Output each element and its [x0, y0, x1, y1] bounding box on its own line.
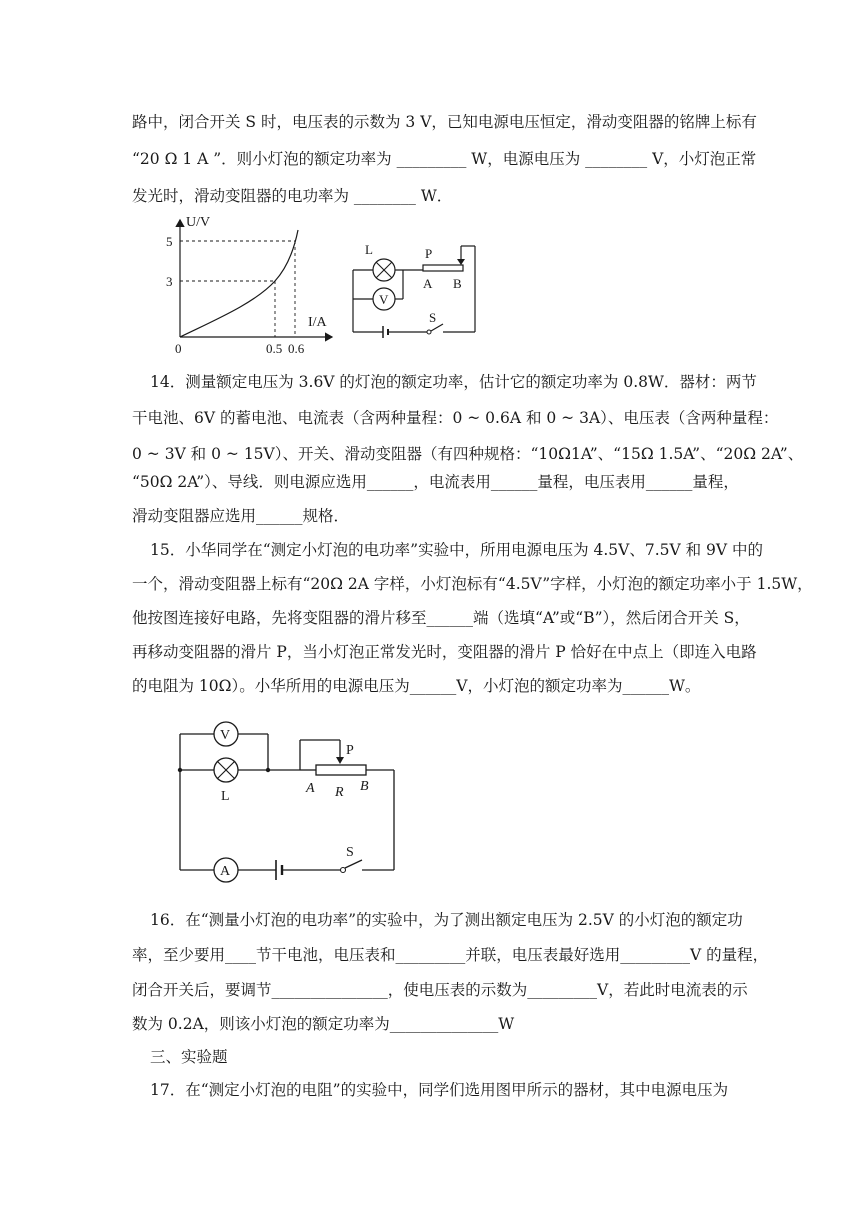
circuit1-lamp-label: L — [365, 242, 373, 257]
q14-line-4: “50Ω 2A”）、导线．则电源应选用______，电流表用______量程，电压表用______量程， — [132, 473, 739, 491]
q13-line-2: “20 Ω 1 A ”．则小灯泡的额定功率为 _________ W，电源电压为 ________ V，小灯泡正常 — [132, 150, 757, 168]
q17-line-1: 17．在“测定小灯泡的电阻”的实验中，同学们选用图甲所示的器材，其中电源电压为 — [150, 1081, 729, 1099]
circuit2-voltmeter-label: V — [220, 728, 231, 743]
circuit2-slider-label: P — [346, 743, 354, 758]
circuit1-slider-label: P — [425, 246, 433, 261]
q13-circuit-diagram — [345, 238, 485, 338]
graph-y-tick-5: 5 — [166, 234, 173, 249]
circuit2-end-a-label: A — [306, 781, 315, 796]
q15-line-1: 15．小华同学在“测定小灯泡的电功率”实验中，所用电源电压为 4.5V、7.5V 和 9V 中的 — [150, 541, 764, 559]
q15-line-3: 他按图连接好电路，先将变阻器的滑片移至______端（选填“A”或“B”），然后闭合开关 S， — [132, 609, 750, 627]
graph-y-axis-label: U/V — [186, 215, 211, 230]
q16-line-1: 16．在“测量小灯泡的电功率”的实验中，为了测出额定电压为 2.5V 的小灯泡的额定功 — [150, 911, 743, 929]
graph-x-tick-0-6: 0.6 — [288, 341, 305, 356]
circuit2-resistor-label: R — [335, 785, 344, 800]
q14-line-1: 14．测量额定电压为 3.6V 的灯泡的额定功率，估计它的额定功率为 0.8W．器材：两节 — [150, 373, 757, 391]
q13-line-1: 路中，闭合开关 S 时，电压表的示数为 3 V，已知电源电压恒定，滑动变阻器的铭牌上标有 — [132, 113, 757, 131]
q15-line-5: 的电阻为 10Ω）。小华所用的电源电压为______V，小灯泡的额定功率为______W。 — [132, 677, 701, 695]
graph-x-axis-label: I/A — [308, 315, 327, 330]
graph-origin-label: 0 — [175, 341, 182, 356]
q16-line-2: 率，至少要用____节干电池，电压表和_________并联，电压表最好选用_________V 的量程， — [132, 946, 769, 964]
graph-x-tick-0-5: 0.5 — [266, 341, 283, 356]
q16-line-3: 闭合开关后，要调节_______________，使电压表的示数为_________V，若此时电流表的示 — [132, 981, 748, 999]
section-title: 三、实验题 — [150, 1048, 228, 1066]
q13-ui-graph — [160, 210, 350, 360]
q15-line-2: 一个，滑动变阻器上标有“20Ω 2A 字样，小灯泡标有“4.5V”字样，小灯泡的额定功率小于 1.5W， — [132, 575, 813, 593]
circuit1-switch-label: S — [429, 310, 437, 325]
graph-y-tick-3: 3 — [166, 274, 173, 289]
q13-line-3: 发光时，滑动变阻器的电功率为 ________ W． — [132, 187, 453, 205]
q15-circuit-diagram — [170, 710, 410, 890]
q14-line-5: 滑动变阻器应选用______规格． — [132, 507, 350, 525]
q14-line-3: 0 ~ 3V 和 0 ~ 15V）、开关、滑动变阻器（有四种规格：“10Ω1A”、“15Ω 1.5A”、“20Ω 2A”、 — [132, 445, 804, 463]
q15-line-4: 再移动变阻器的滑片 P，当小灯泡正常发光时，变阻器的滑片 P 恰好在中点上（即连入电路 — [132, 643, 757, 661]
circuit2-lamp-label: L — [221, 789, 230, 804]
q16-line-4: 数为 0.2A，则该小灯泡的额定功率为______________W — [132, 1015, 515, 1033]
q14-line-2: 干电池、6V 的蓄电池、电流表（含两种量程：0 ~ 0.6A 和 0 ~ 3A）、电压表（含两种量程： — [132, 409, 779, 427]
circuit1-end-a-label: A — [423, 276, 433, 291]
circuit1-end-b-label: B — [453, 276, 462, 291]
circuit2-switch-label: S — [346, 845, 354, 860]
circuit2-ammeter-label: A — [220, 864, 231, 879]
circuit1-voltmeter-label: V — [379, 292, 389, 307]
circuit2-end-b-label: B — [360, 779, 369, 794]
